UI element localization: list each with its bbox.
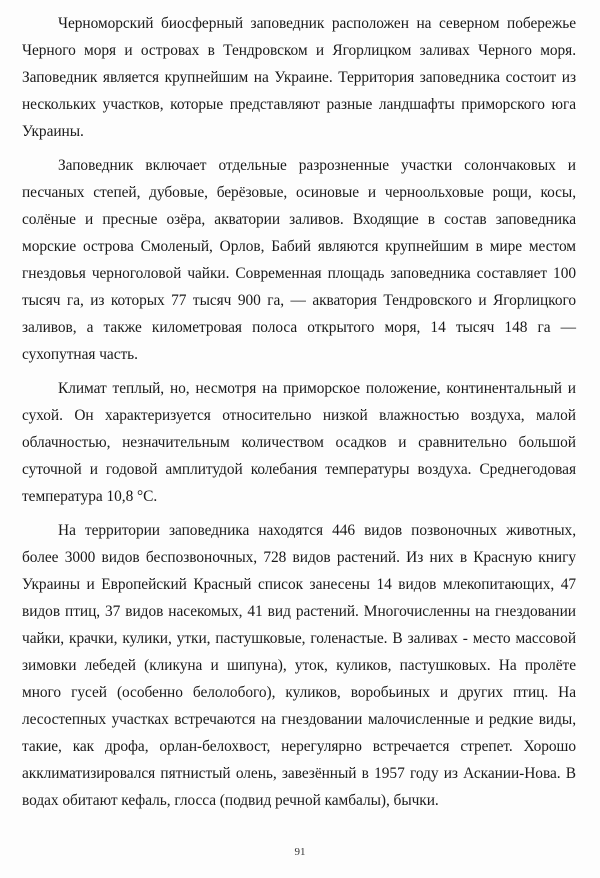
paragraph-reserve-composition: Заповедник включает отдельные разрозненные участки солончаковых и песчаных степей, дубовые, берёзовые, осиновые и черноольховые рощи, косы, солёные и пресные озёра, акватории заливов. Входящие в состав заповедника морские острова Смоленый, Орлов, Бабий являются крупнейшим в мире местом гнездовья черноголовой чайки. Современная площадь заповедника составляет 100 тысяч га, из которых 77 тысяч 900 га, — акватория Тендровского и Ягорлицкого заливов, а также километровая полоса открытого моря, 14 тысяч 148 га — сухопутная часть.: [22, 157, 576, 363]
paragraph-fauna-flora: На территории заповедника находятся 446 видов позвоночных животных, более 3000 видов беспозвоночных, 728 видов растений. Из них в Красную книгу Украины и Европейский Красный список занесены 14 видов млекопитающих, 47 видов птиц, 37 видов насекомых, 41 вид растений. Многочисленны на гнездовании чайки, крачки, кулики, утки, пастушковые, голенастые. В заливах - место массовой зимовки лебедей (кликуна и шипуна), уток, куликов, пастушковых. На пролёте много гусей (особенно белолобого), куликов, воробьиных и других птиц. На лесостепных участках встречаются на гнездовании малочисленные и редкие виды, такие, как дрофа, орлан-белохвост, нерегулярно встречается стрепет. Хорошо акклиматизировался пятнистый олень, завезённый в 1957 году из Аскании-Нова. В водах обитают кефаль, глосса (подвид речной камбалы), бычки.: [22, 522, 576, 809]
page-number: 91: [294, 846, 306, 858]
body-text: [22, 10, 576, 821]
paragraph-reserve-location: Черноморский биосферный заповедник расположен на северном побережье Черного моря и островах в Тендровском и Ягорлицком заливах Черного моря. Заповедник является крупнейшим на Украине. Территория заповедника состоит из нескольких участков, которые представляют разные ландшафты приморского юга Украины.: [22, 15, 576, 140]
paragraph-climate: Климат теплый, но, несмотря на приморское положение, континентальный и сухой. Он характеризуется относительно низкой влажностью воздуха, малой облачностью, незначительным количеством осадков и сравнительно большой суточной и годовой амплитудой колебания температуры воздуха. Среднегодовая температура 10,8 °C.: [22, 380, 576, 505]
